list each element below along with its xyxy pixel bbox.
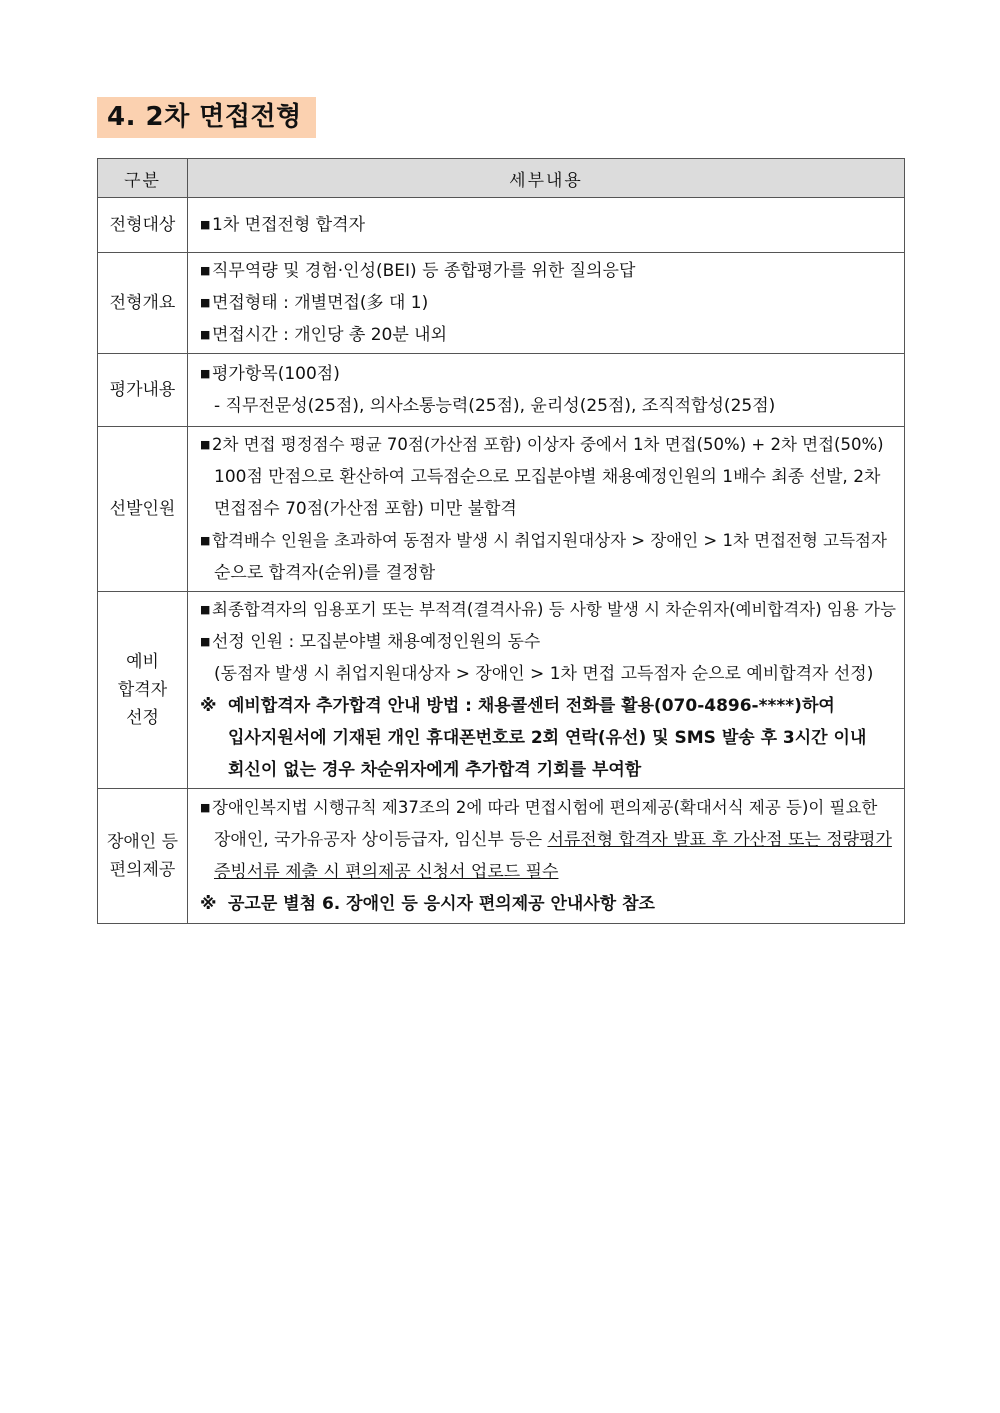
row-label-reserve: 예비 합격자 선정 <box>98 592 188 789</box>
table-row-reserve <box>98 592 905 789</box>
list-item: ■합격배수 인원을 초과하여 동점자 발생 시 취업지원대상자 > 장애인 > 1차 면접전형 고득점자 <box>200 525 896 557</box>
row-label-selection: 선발인원 <box>98 427 188 592</box>
bullet-icon: ■ <box>200 438 211 451</box>
table-header-row <box>98 159 905 198</box>
list-item: ■최종합격자의 임용포기 또는 부적격(결격사유) 등 사항 발생 시 차순위자(예비합격자) 임용 가능 <box>200 594 896 626</box>
notice-line: ※ 공고문 별첨 6. 장애인 등 응시자 편의제공 안내사항 참조 <box>200 888 896 920</box>
underlined-text: 증빙서류 제출 시 편의제공 신청서 업로드 필수 <box>214 862 559 882</box>
list-item-continuation: (동점자 발생 시 취업지원대상자 > 장애인 > 1차 면접 고득점자 순으로 예비합격자 선정) <box>214 664 874 684</box>
list-item: ■직무역량 및 경험·인성(BEI) 등 종합평가를 위한 질의응답 <box>200 255 896 287</box>
list-item: ■면접시간 : 개인당 총 20분 내외 <box>200 319 896 351</box>
screening-table <box>97 158 905 924</box>
bullet-icon: ■ <box>200 296 211 309</box>
row-content-target <box>188 198 905 253</box>
notice-line: 입사지원서에 기재된 개인 휴대폰번호로 2회 연락(유선) 및 SMS 발송 후 3시간 이내 <box>228 728 867 748</box>
reference-mark-icon: ※ <box>200 894 217 914</box>
list-item: ■1차 면접전형 합격자 <box>200 209 896 241</box>
row-content-evaluation <box>188 354 905 427</box>
list-item: ■면접형태 : 개별면접(多 대 1) <box>200 287 896 319</box>
table-row-target <box>98 198 905 253</box>
notice-line: ※ 예비합격자 추가합격 안내 방법 : 채용콜센터 전화를 활용(070-4896-****)하여 <box>200 690 896 722</box>
bullet-icon: ■ <box>200 801 211 814</box>
table-row-disability <box>98 789 905 924</box>
table-row-evaluation <box>98 354 905 427</box>
row-content-reserve <box>188 592 905 789</box>
header-details: 세부내용 <box>188 159 905 198</box>
list-item-continuation <box>200 856 896 888</box>
row-label-overview: 전형개요 <box>98 253 188 354</box>
row-label-disability: 장애인 등 편의제공 <box>98 789 188 924</box>
sub-item: - 직무전문성(25점), 의사소통능력(25점), 윤리성(25점), 조직적합성(25점) <box>214 396 776 416</box>
row-content-overview <box>188 253 905 354</box>
reference-mark-icon: ※ <box>200 696 217 716</box>
row-content-selection <box>188 427 905 592</box>
header-category: 구분 <box>98 159 188 198</box>
bullet-icon: ■ <box>200 635 211 648</box>
list-item: ■장애인복지법 시행규칙 제37조의 2에 따라 면접시험에 편의제공(확대서식 제공 등)이 필요한 <box>200 792 896 824</box>
bullet-icon: ■ <box>200 603 211 616</box>
bullet-icon: ■ <box>200 534 211 547</box>
bullet-icon: ■ <box>200 328 211 341</box>
bullet-icon: ■ <box>200 264 211 277</box>
list-item-continuation: 장애인, 국가유공자 상이등급자, 임신부 등은 서류전형 합격자 발표 후 가산점 또는 정량평가 <box>214 830 892 850</box>
bullet-icon: ■ <box>200 218 211 231</box>
list-item: ■평가항목(100점) <box>200 358 896 390</box>
underlined-text: 서류전형 합격자 발표 후 가산점 또는 정량평가 <box>547 830 892 850</box>
bullet-icon: ■ <box>200 367 211 380</box>
list-item: ■2차 면접 평정점수 평균 70점(가산점 포함) 이상자 중에서 1차 면접(50%) + 2차 면접(50%) <box>200 429 896 461</box>
table-row-selection <box>98 427 905 592</box>
section-title: 4. 2차 면접전형 <box>97 97 316 138</box>
list-item-continuation: 면접점수 70점(가산점 포함) 미만 불합격 <box>214 499 517 519</box>
list-item-continuation: 순으로 합격자(순위)를 결정함 <box>214 563 436 583</box>
notice-line: 회신이 없는 경우 차순위자에게 추가합격 기회를 부여함 <box>228 760 642 780</box>
list-item: ■선정 인원 : 모집분야별 채용예정인원의 동수 <box>200 626 896 658</box>
list-item-continuation: 100점 만점으로 환산하여 고득점순으로 모집분야별 채용예정인원의 1배수 최종 선발, 2차 <box>214 467 881 487</box>
row-label-evaluation: 평가내용 <box>98 354 188 427</box>
row-label-target: 전형대상 <box>98 198 188 253</box>
table-row-overview <box>98 253 905 354</box>
row-content-disability <box>188 789 905 924</box>
